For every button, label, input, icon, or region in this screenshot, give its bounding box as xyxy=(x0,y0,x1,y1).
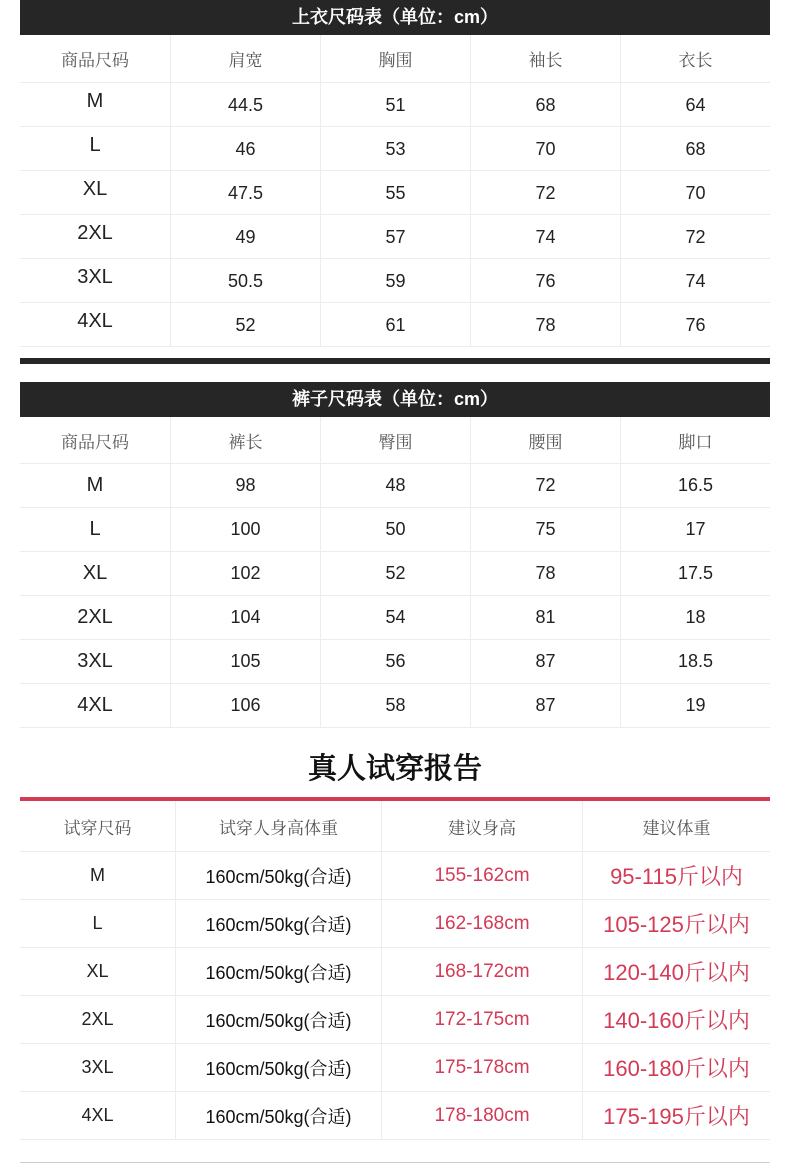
header-cell: 肩宽 xyxy=(171,35,321,82)
report-title: 真人试穿报告 xyxy=(307,753,482,785)
table-cell: 58 xyxy=(321,684,471,727)
header-cell: 建议身高 xyxy=(382,801,583,851)
size-cell: 3XL xyxy=(20,1044,176,1091)
table-row xyxy=(20,508,770,552)
header-cell: 袖长 xyxy=(471,35,621,82)
table-cell: 70 xyxy=(685,183,706,203)
header-cell: 商品尺码 xyxy=(20,417,171,463)
table-row xyxy=(20,900,770,948)
size-cell: 3XL xyxy=(20,253,171,302)
size-cell: M xyxy=(20,464,171,507)
table-cell: 72 xyxy=(685,227,706,247)
suggested-weight-cell: 175-195斤以内 xyxy=(603,1104,750,1129)
table-cell: 47.5 xyxy=(171,171,321,214)
suggested-weight-cell: 140-160斤以内 xyxy=(603,1008,750,1033)
table-cell: 53 xyxy=(321,127,471,170)
table-cell: 72 xyxy=(471,171,621,214)
header-cell: 衣长 xyxy=(678,51,713,70)
table-row xyxy=(20,552,770,596)
table-cell: 61 xyxy=(321,303,471,346)
table-row xyxy=(20,464,770,508)
size-cell: 3XL xyxy=(20,640,171,683)
table-cell: 49 xyxy=(171,215,321,258)
table-cell: 78 xyxy=(471,552,621,595)
model-measure-cell: 160cm/50kg(合适) xyxy=(176,852,382,899)
table-cell: 54 xyxy=(321,596,471,639)
table-row xyxy=(20,948,770,996)
size-cell: L xyxy=(20,900,176,947)
table-row xyxy=(20,596,770,640)
top-table-grid xyxy=(20,35,770,347)
size-cell: M xyxy=(20,77,171,126)
table-cell: 56 xyxy=(321,640,471,683)
model-measure-cell: 160cm/50kg(合适) xyxy=(176,948,382,995)
suggested-weight-cell: 105-125斤以内 xyxy=(603,912,750,937)
table-cell: 70 xyxy=(471,127,621,170)
table-cell: 68 xyxy=(471,83,621,126)
table-cell: 104 xyxy=(171,596,321,639)
size-cell: 4XL xyxy=(20,684,171,727)
table-cell: 81 xyxy=(471,596,621,639)
table-cell: 18.5 xyxy=(677,651,714,671)
table-cell: 52 xyxy=(321,552,471,595)
suggested-height-cell: 172-175cm xyxy=(382,996,583,1043)
model-measure-cell: 160cm/50kg(合适) xyxy=(176,1092,382,1139)
pants-table-grid xyxy=(20,417,770,728)
table-cell: 76 xyxy=(685,315,706,335)
header-cell: 腰围 xyxy=(471,417,621,463)
header-cell: 脚口 xyxy=(678,432,713,452)
report-header-row xyxy=(20,801,770,852)
size-cell: XL xyxy=(20,948,176,995)
table-cell: 46 xyxy=(171,127,321,170)
pants-table-title: 裤子尺码表（单位：cm） xyxy=(20,382,770,417)
try-on-report-table xyxy=(20,801,770,1140)
header-cell: 臀围 xyxy=(321,417,471,463)
report-grid xyxy=(20,801,770,1140)
table-cell: 68 xyxy=(685,139,706,159)
table-cell: 48 xyxy=(321,464,471,507)
table-cell: 55 xyxy=(321,171,471,214)
header-cell: 试穿人身高体重 xyxy=(176,801,382,851)
table-row xyxy=(20,684,770,728)
model-measure-cell: 160cm/50kg(合适) xyxy=(176,996,382,1043)
table-cell: 16.5 xyxy=(677,475,714,495)
header-cell: 建议体重 xyxy=(642,818,711,838)
table-row xyxy=(20,640,770,684)
size-cell: 2XL xyxy=(20,209,171,258)
table-cell: 76 xyxy=(471,259,621,302)
size-cell: 2XL xyxy=(20,596,171,639)
suggested-weight-cell: 95-115斤以内 xyxy=(610,864,743,889)
table-cell: 57 xyxy=(321,215,471,258)
size-cell: 2XL xyxy=(20,996,176,1043)
table-row xyxy=(20,1092,770,1140)
table-cell: 64 xyxy=(685,95,706,115)
table-cell: 17 xyxy=(685,519,706,539)
table-cell: 72 xyxy=(471,464,621,507)
table-row xyxy=(20,1044,770,1092)
table-cell: 50 xyxy=(321,508,471,551)
model-measure-cell: 160cm/50kg(合适) xyxy=(176,900,382,947)
bottom-divider xyxy=(20,1162,770,1163)
table-cell: 98 xyxy=(171,464,321,507)
table-cell: 19 xyxy=(685,695,706,715)
table-cell: 87 xyxy=(471,640,621,683)
suggested-weight-cell: 160-180斤以内 xyxy=(603,1056,750,1081)
model-measure-cell: 160cm/50kg(合适) xyxy=(176,1044,382,1091)
suggested-height-cell: 175-178cm xyxy=(382,1044,583,1091)
table-cell: 87 xyxy=(471,684,621,727)
table-cell: 102 xyxy=(171,552,321,595)
size-cell: M xyxy=(20,852,176,899)
table-cell: 74 xyxy=(685,271,706,291)
table-cell: 74 xyxy=(471,215,621,258)
table-cell: 100 xyxy=(171,508,321,551)
header-cell: 商品尺码 xyxy=(20,35,171,82)
header-cell: 试穿尺码 xyxy=(20,801,176,851)
table-cell: 75 xyxy=(471,508,621,551)
suggested-height-cell: 168-172cm xyxy=(382,948,583,995)
top-table-header-row xyxy=(20,35,770,83)
section-divider xyxy=(20,358,770,364)
table-cell: 44.5 xyxy=(171,83,321,126)
size-cell: 4XL xyxy=(20,1092,176,1139)
pants-table-header-row xyxy=(20,417,770,464)
table-row xyxy=(20,852,770,900)
table-cell: 106 xyxy=(171,684,321,727)
table-cell: 17.5 xyxy=(677,563,714,583)
top-table-title: 上衣尺码表（单位：cm） xyxy=(20,0,770,35)
table-cell: 52 xyxy=(171,303,321,346)
table-cell: 105 xyxy=(171,640,321,683)
size-cell: L xyxy=(20,121,171,170)
size-cell: XL xyxy=(20,552,171,595)
table-cell: 59 xyxy=(321,259,471,302)
suggested-height-cell: 155-162cm xyxy=(382,852,583,899)
table-cell: 18 xyxy=(685,607,706,627)
suggested-height-cell: 178-180cm xyxy=(382,1092,583,1139)
table-row xyxy=(20,303,770,347)
size-cell: XL xyxy=(20,165,171,214)
size-cell: 4XL xyxy=(20,297,171,346)
size-cell: L xyxy=(20,508,171,551)
table-cell: 78 xyxy=(471,303,621,346)
header-cell: 胸围 xyxy=(321,35,471,82)
suggested-height-cell: 162-168cm xyxy=(382,900,583,947)
suggested-weight-cell: 120-140斤以内 xyxy=(603,960,750,985)
table-cell: 51 xyxy=(321,83,471,126)
table-row xyxy=(20,996,770,1044)
table-cell: 50.5 xyxy=(171,259,321,302)
header-cell: 裤长 xyxy=(171,417,321,463)
pants-size-table xyxy=(20,382,770,728)
top-size-table xyxy=(20,0,770,347)
